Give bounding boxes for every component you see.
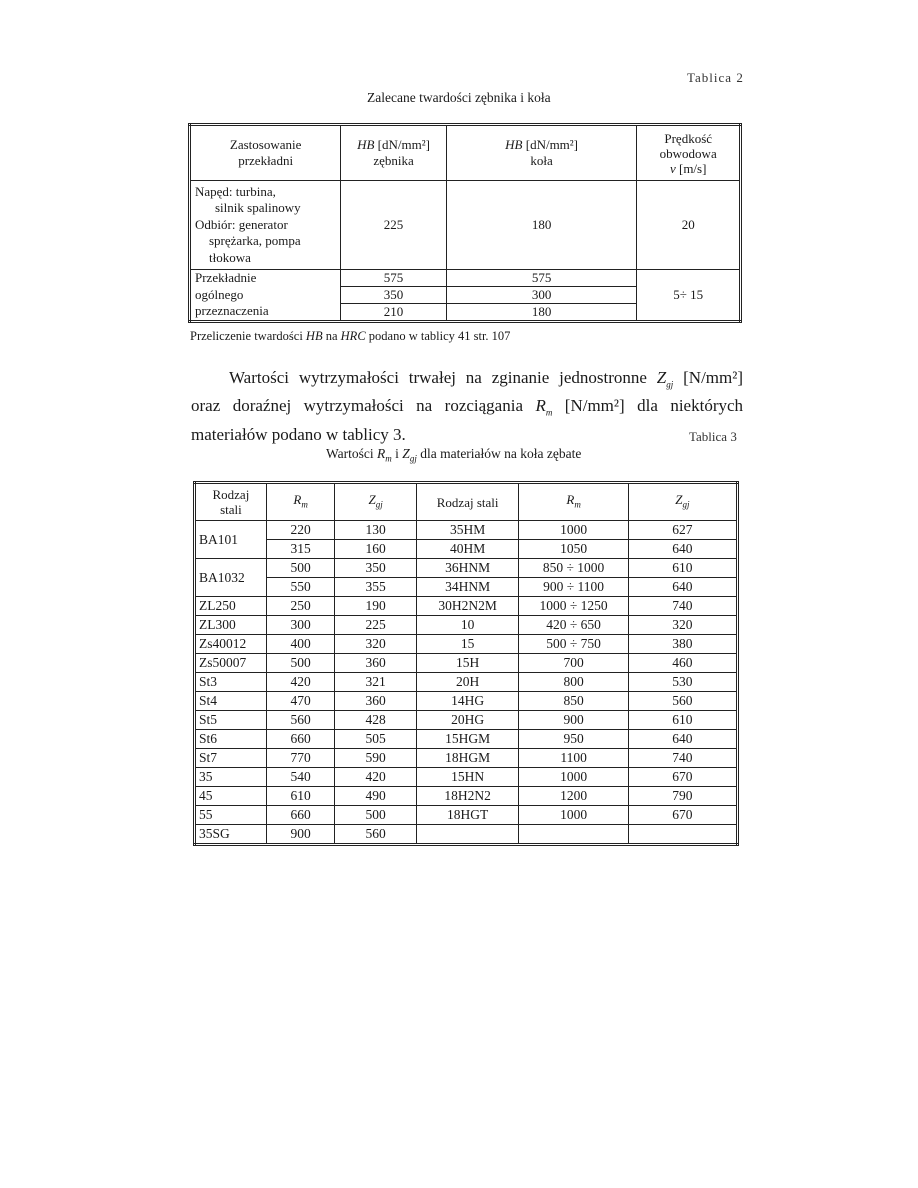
paragraph-line [191,395,743,423]
title-text: Wartości [326,446,374,461]
zgj-value: 360 [335,692,416,711]
hardness-table-header [190,125,741,181]
materials-table [193,481,739,846]
header-sub: koła [530,153,553,168]
hb-pinion-value: 575 [341,270,446,287]
steel-name: BA101 [195,521,267,559]
rm-value-2: 700 [519,654,628,673]
application-line: Napęd: turbina, [195,183,276,199]
table-row [195,806,738,825]
body-paragraph [191,367,743,445]
zgj-value-2: 740 [628,597,737,616]
hb-wheel-value: 575 [446,270,637,287]
hb-symbol: HB [357,137,375,152]
z-symbol: Z [402,446,410,461]
r-subscript: m [301,499,308,510]
steel-name-2: 10 [416,616,519,635]
table-row [195,654,738,673]
zgj-value-2: 640 [628,578,737,597]
zgj-value-2: 670 [628,768,737,787]
hb-pinion-value: 225 [341,181,446,270]
zgj-value-2: 610 [628,711,737,730]
r-subscript: m [385,453,392,464]
rm-value: 400 [266,635,335,654]
rm-value: 610 [266,787,335,806]
steel-name: 55 [195,806,267,825]
zgj-value: 500 [335,806,416,825]
r-subscript: m [574,499,581,510]
rm-value-2: 1000 ÷ 1250 [519,597,628,616]
rm-value: 500 [266,559,335,578]
steel-name-2: 18H2N2 [416,787,519,806]
steel-name-2: 35HM [416,521,519,540]
rm-value-2: 1050 [519,540,628,559]
header-application [190,125,341,181]
steel-name-2: 18HGM [416,749,519,768]
zgj-value-2: 640 [628,730,737,749]
note-hrc: HRC [340,329,366,343]
rm-value-2: 420 ÷ 650 [519,616,628,635]
zgj-value-2: 640 [628,540,737,559]
zgj-value: 505 [335,730,416,749]
application-line: silnik spalinowy [215,200,301,216]
table-row [195,692,738,711]
steel-name-2: 20H [416,673,519,692]
rm-value: 540 [266,768,335,787]
steel-name: BA1032 [195,559,267,597]
rm-value-2: 1100 [519,749,628,768]
unit: [m/s] [678,160,707,176]
zgj-value-2 [628,825,737,845]
steel-name: St4 [195,692,267,711]
rm-value: 550 [266,578,335,597]
rm-value-2: 1000 [519,521,628,540]
rm-value-2: 850 [519,692,628,711]
zgj-value: 560 [335,825,416,845]
rm-value: 660 [266,730,335,749]
steel-name-2 [416,825,519,845]
z-symbol: Z [368,491,376,507]
title-text: dla materiałów na koła zębate [420,446,582,461]
r-symbol: R [293,491,302,507]
application-line: przeznaczenia [195,303,269,319]
steel-name-2: 40HM [416,540,519,559]
header-speed-line: Prędkość [664,130,713,146]
steel-name: 45 [195,787,267,806]
table-row [195,635,738,654]
table-row [195,768,738,787]
note-text: podano w tablicy 41 str. 107 [368,329,511,343]
steel-name-2: 20HG [416,711,519,730]
rm-value-2 [519,825,628,845]
header-rm-2 [519,483,628,521]
zgj-value-2: 790 [628,787,737,806]
zgj-value: 160 [335,540,416,559]
application-line: ogólnego [195,286,244,302]
unit: [dN/mm²] [525,137,579,152]
header-steel-2: Rodzaj stali [416,483,519,521]
steel-name: ZL250 [195,597,267,616]
rm-value-2: 800 [519,673,628,692]
table-row [195,825,738,845]
rm-value: 315 [266,540,335,559]
rm-value-2: 1200 [519,787,628,806]
z-subscript: gj [682,499,690,510]
header-steel [195,483,267,521]
paragraph-text: Wartości wytrzymałości trwałej na zginanie jednostronne [229,368,647,387]
zgj-value-2: 320 [628,616,737,635]
rm-value-2: 950 [519,730,628,749]
table-row [195,711,738,730]
header-steel-line: Rodzaj [212,487,250,502]
table-row [195,597,738,616]
table-row [190,181,741,270]
steel-name-2: 30H2N2M [416,597,519,616]
rm-value: 770 [266,749,335,768]
steel-name: St3 [195,673,267,692]
rm-value: 660 [266,806,335,825]
table2-label: Tablica 2 [687,70,744,85]
table-row [195,521,738,540]
hb-wheel-value: 180 [446,181,637,270]
zgj-value: 321 [335,673,416,692]
materials-table-body [195,521,738,845]
hb-wheel-value: 300 [446,287,637,304]
zgj-value: 590 [335,749,416,768]
paragraph-line [191,367,743,395]
z-subscript: gj [666,379,674,390]
table-row [195,578,738,597]
zgj-value-2: 627 [628,521,737,540]
rm-value: 250 [266,597,335,616]
zgj-value: 490 [335,787,416,806]
table2-title: Zalecane twardości zębnika i koła [367,90,551,105]
header-application-line: Zastosowanie [229,137,302,152]
header-zgj [335,483,416,521]
rm-value-2: 900 [519,711,628,730]
steel-name-2: 18HGT [416,806,519,825]
zgj-value-2: 460 [628,654,737,673]
rm-value: 220 [266,521,335,540]
steel-name-2: 15HN [416,768,519,787]
header-steel-line: stali [220,502,242,517]
zgj-value: 420 [335,768,416,787]
rm-value: 300 [266,616,335,635]
table-row [195,749,738,768]
hb-symbol: HB [505,137,523,152]
zgj-value: 130 [335,521,416,540]
paragraph-text: oraz doraźnej wytrzymałości na rozciągania [191,396,523,416]
zgj-value: 360 [335,654,416,673]
table-row [190,270,741,287]
note-text: na [325,329,338,343]
paragraph-text: materiałów podano w tablicy 3. [191,424,406,444]
header-speed [637,125,741,181]
rm-value: 500 [266,654,335,673]
steel-name-2: 15H [416,654,519,673]
application-line: Odbiór: generator [195,216,288,232]
table3-label: Tablica 3 [689,429,737,444]
hardness-table [188,123,742,323]
z-symbol: Z [656,368,667,387]
note-text: Przeliczenie twardości [190,329,303,343]
application-line: Przekładnie [195,270,257,286]
rm-value-2: 500 ÷ 750 [519,635,628,654]
header-speed-line: obwodowa [659,145,717,161]
zgj-value-2: 670 [628,806,737,825]
unit: [dN/mm²] [377,137,430,152]
steel-name-2: 14HG [416,692,519,711]
steel-name: St6 [195,730,267,749]
table-row [195,616,738,635]
rm-value-2: 900 ÷ 1100 [519,578,628,597]
steel-name-2: 36HNM [416,559,519,578]
steel-name-2: 15HGM [416,730,519,749]
table-row [195,730,738,749]
application-line: tłokowa [209,249,251,265]
hb-wheel-value: 180 [446,304,637,322]
rm-value: 560 [266,711,335,730]
steel-name: Zs40012 [195,635,267,654]
steel-name-2: 15 [416,635,519,654]
zgj-value-2: 530 [628,673,737,692]
table3-title [326,446,581,464]
steel-name: 35SG [195,825,267,845]
hb-pinion-value: 350 [341,287,446,304]
header-hb-pinion [341,125,446,181]
paragraph-line [191,424,743,445]
zgj-value-2: 560 [628,692,737,711]
rm-value: 470 [266,692,335,711]
header-sub: zębnika [373,153,414,168]
application-cell [190,181,341,270]
title-text: i [395,446,399,461]
hb-pinion-value: 210 [341,304,446,322]
paragraph-text: dla niektórych [637,396,744,416]
header-hb-wheel [446,125,637,181]
zgj-value-2: 380 [628,635,737,654]
table-row [195,559,738,578]
zgj-value: 190 [335,597,416,616]
z-symbol: Z [675,491,683,507]
table-row [195,787,738,806]
steel-name-2: 34HNM [416,578,519,597]
speed-value: 5÷ 15 [637,270,741,322]
steel-name: ZL300 [195,616,267,635]
v-symbol: v [669,160,676,176]
materials-table-header [195,483,738,521]
steel-name: 35 [195,768,267,787]
speed-value: 20 [637,181,741,270]
application-cell [190,270,341,322]
table-row [195,540,738,559]
rm-value: 900 [266,825,335,845]
zgj-value: 428 [335,711,416,730]
unit: [N/mm²] [683,368,743,387]
table2-note [190,329,510,344]
unit: [N/mm²] [564,396,625,416]
header-application-line: przekładni [238,153,294,168]
r-subscript: m [545,407,553,418]
application-line: sprężarka, pompa [209,233,301,249]
zgj-value: 355 [335,578,416,597]
z-subscript: gj [409,453,417,464]
rm-value-2: 1000 [519,806,628,825]
rm-value: 420 [266,673,335,692]
steel-name: Zs50007 [195,654,267,673]
zgj-value-2: 610 [628,559,737,578]
rm-value-2: 1000 [519,768,628,787]
rm-value-2: 850 ÷ 1000 [519,559,628,578]
r-symbol: R [535,396,546,416]
zgj-value: 350 [335,559,416,578]
table-row [195,673,738,692]
r-symbol: R [377,446,386,461]
zgj-value-2: 740 [628,749,737,768]
steel-name: St5 [195,711,267,730]
steel-name: St7 [195,749,267,768]
r-symbol: R [566,491,575,507]
zgj-value: 320 [335,635,416,654]
z-subscript: gj [375,499,383,510]
header-rm [266,483,335,521]
zgj-value: 225 [335,616,416,635]
header-zgj-2 [628,483,737,521]
note-hb: HB [305,329,323,343]
